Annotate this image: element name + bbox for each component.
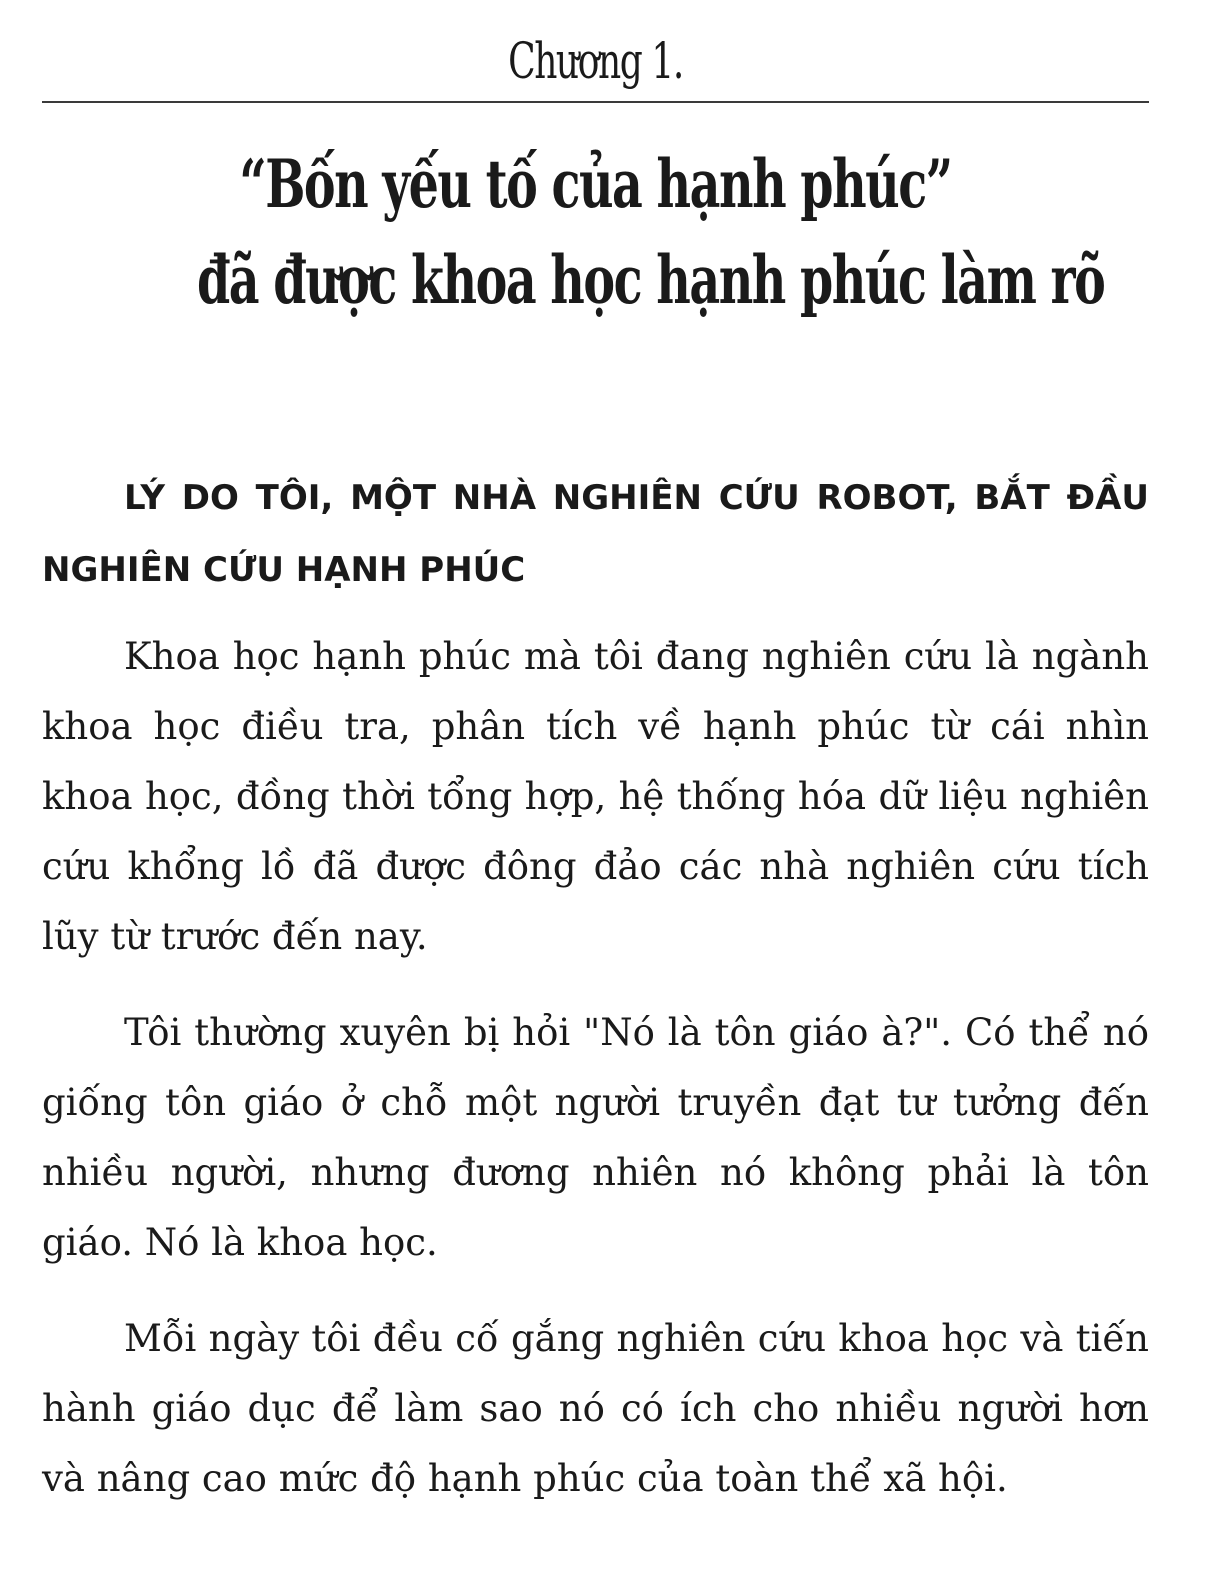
paragraph-3: Mỗi ngày tôi đều cố gắng nghiên cứu khoa học và tiến hành giáo dục để làm sao nó có ích cho nhiều người hơn và nâng cao mức độ hạnh phúc của toàn thể xã hội. [42, 1317, 1149, 1500]
paragraph-2: Tôi thường xuyên bị hỏi "Nó là tôn giáo à?". Có thể nó giống tôn giáo ở chỗ một người truyền đạt tư tưởng đến nhiều người, nhưng đương nhiên nó không phải là tôn giáo. Nó là khoa học. [42, 1011, 1149, 1264]
book-page [42, 0, 1149, 1571]
chapter-label: Chương 1. [508, 32, 683, 90]
paragraph-1: Khoa học hạnh phúc mà tôi đang nghiên cứu là ngành khoa học điều tra, phân tích về hạnh phúc từ cái nhìn khoa học, đồng thời tổng hợp, hệ thống hóa dữ liệu nghiên cứu khổng lồ đã được đông đảo các nhà nghiên cứu tích lũy từ trước đến nay. [42, 635, 1149, 958]
chapter-title-line-2: đã được khoa học hạnh phúc làm rõ [196, 241, 1105, 319]
section-heading: LÝ DO TÔI, MỘT NHÀ NGHIÊN CỨU ROBOT, BẮT ĐẦU NGHIÊN CỨU HẠNH PHÚC [42, 478, 1149, 590]
chapter-title-line-1: “Bốn yếu tố của hạnh phúc” [239, 145, 952, 223]
chapter-divider [42, 101, 1149, 103]
chapter-title [42, 136, 1149, 328]
body-text [42, 622, 1149, 1540]
